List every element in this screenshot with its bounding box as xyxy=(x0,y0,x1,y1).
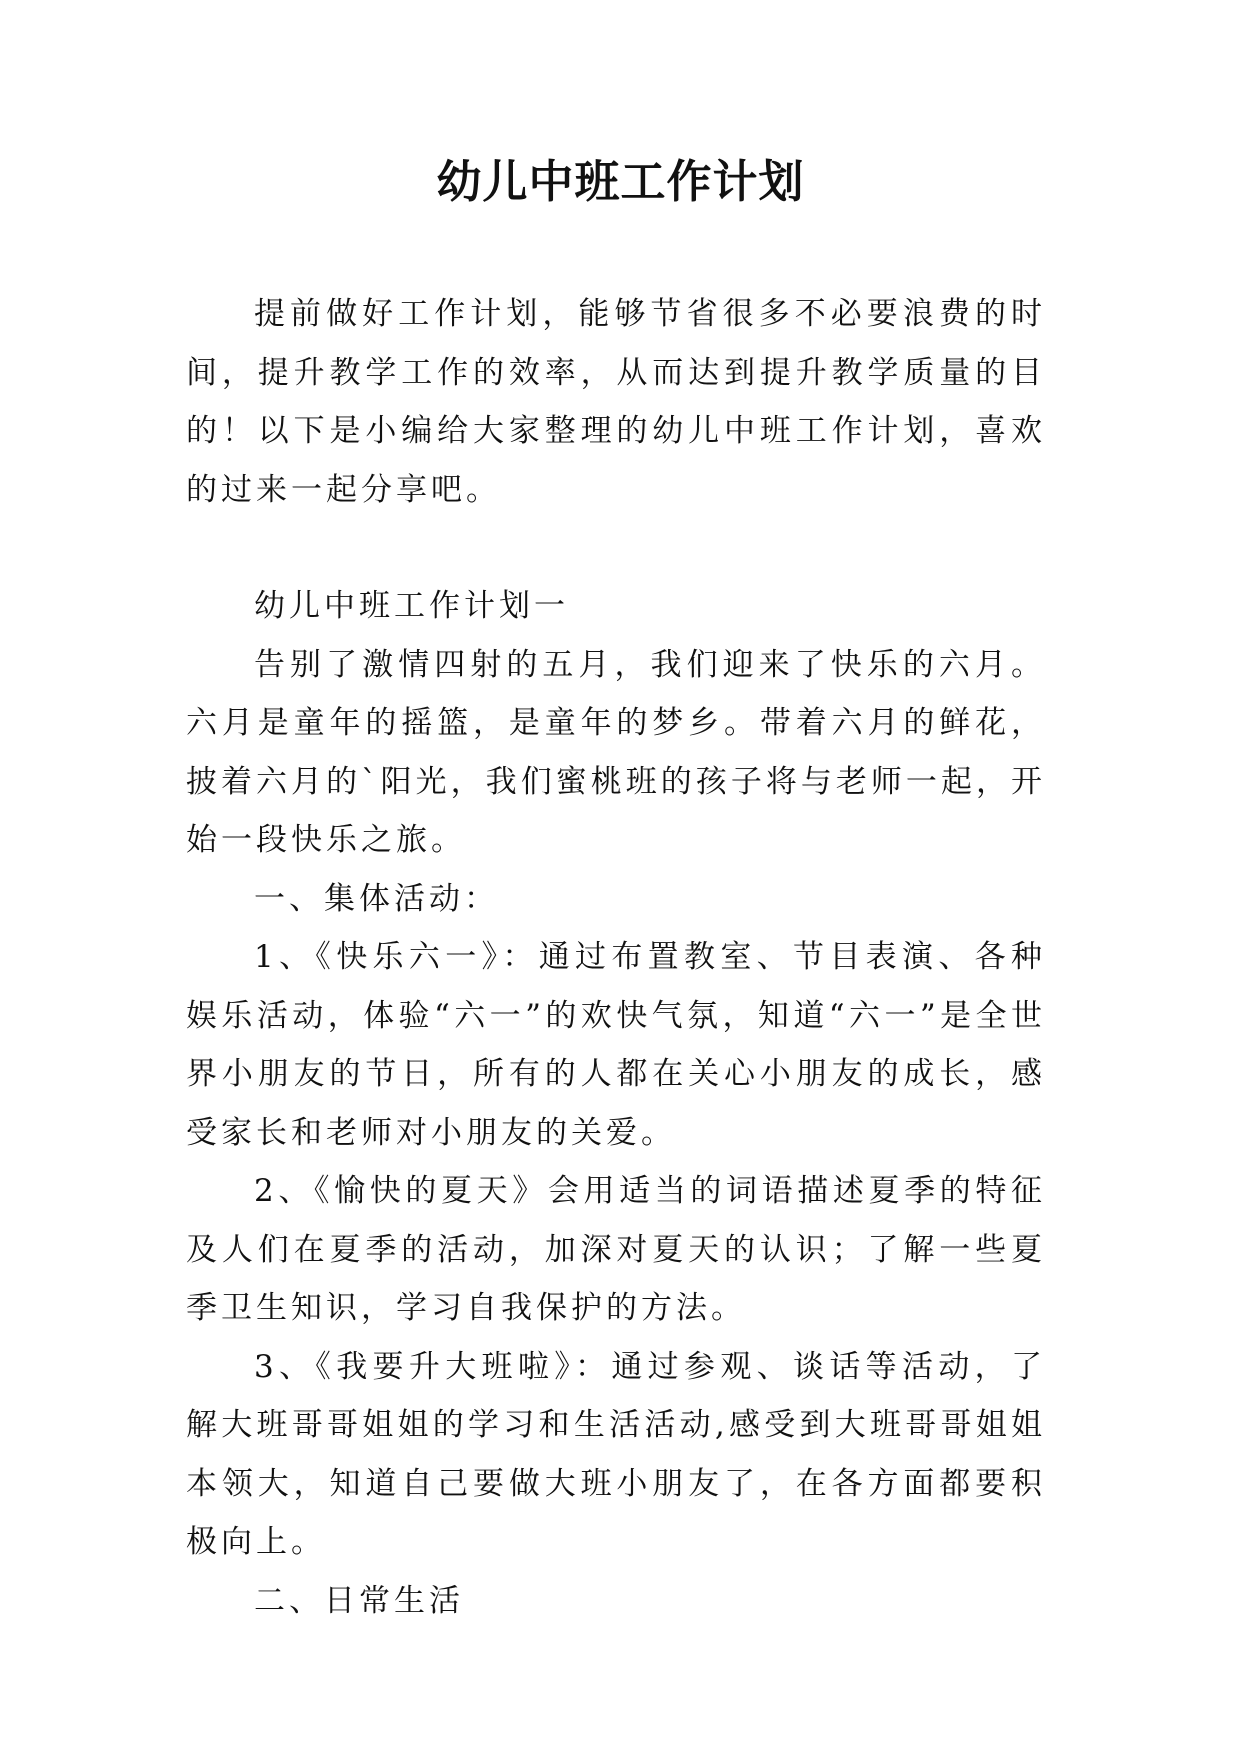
document-title: 幼儿中班工作计划 xyxy=(436,155,805,208)
list-item-happy-summer: 2、《愉快的夏天》会用适当的词语描述夏季的特征及人们在夏季的活动，加深对夏天的认识；了解一些夏季卫生知识，学习自我保护的方法。 xyxy=(186,1173,1046,1326)
heading-group-activities: 一、集体活动： xyxy=(254,880,499,917)
heading-daily-life: 二、日常生活 xyxy=(254,1582,464,1619)
section-heading-plan-one: 幼儿中班工作计划一 xyxy=(254,588,569,624)
intro-paragraph: 提前做好工作计划，能够节省很多不必要浪费的时间，提升教学工作的效率，从而达到提升教学质量的目的！以下是小编给大家整理的幼儿中班工作计划，喜欢的过来一起分享吧。 xyxy=(186,296,1046,508)
list-item-upgrade-class: 3、《我要升大班啦》：通过参观、谈话等活动，了解大班哥哥姐姐的学习和生活活动,感受到大班哥哥姐姐本领大，知道自己要做大班小朋友了，在各方面都要积极向上。 xyxy=(186,1348,1046,1560)
list-item-happy-children-day: 1、《快乐六一》：通过布置教室、节目表演、各种娱乐活动，体验“六一”的欢快气氛，知道“六一”是全世界小朋友的节日，所有的人都在关心小朋友的成长，感受家长和老师对小朋友的关爱。 xyxy=(186,939,1046,1151)
document-body xyxy=(186,285,1046,1630)
paragraph-june-intro: 告别了激情四射的五月，我们迎来了快乐的六月。六月是童年的摇篮，是童年的梦乡。带着六月的鲜花，披着六月的`阳光，我们蜜桃班的孩子将与老师一起，开始一段快乐之旅。 xyxy=(186,646,1046,858)
